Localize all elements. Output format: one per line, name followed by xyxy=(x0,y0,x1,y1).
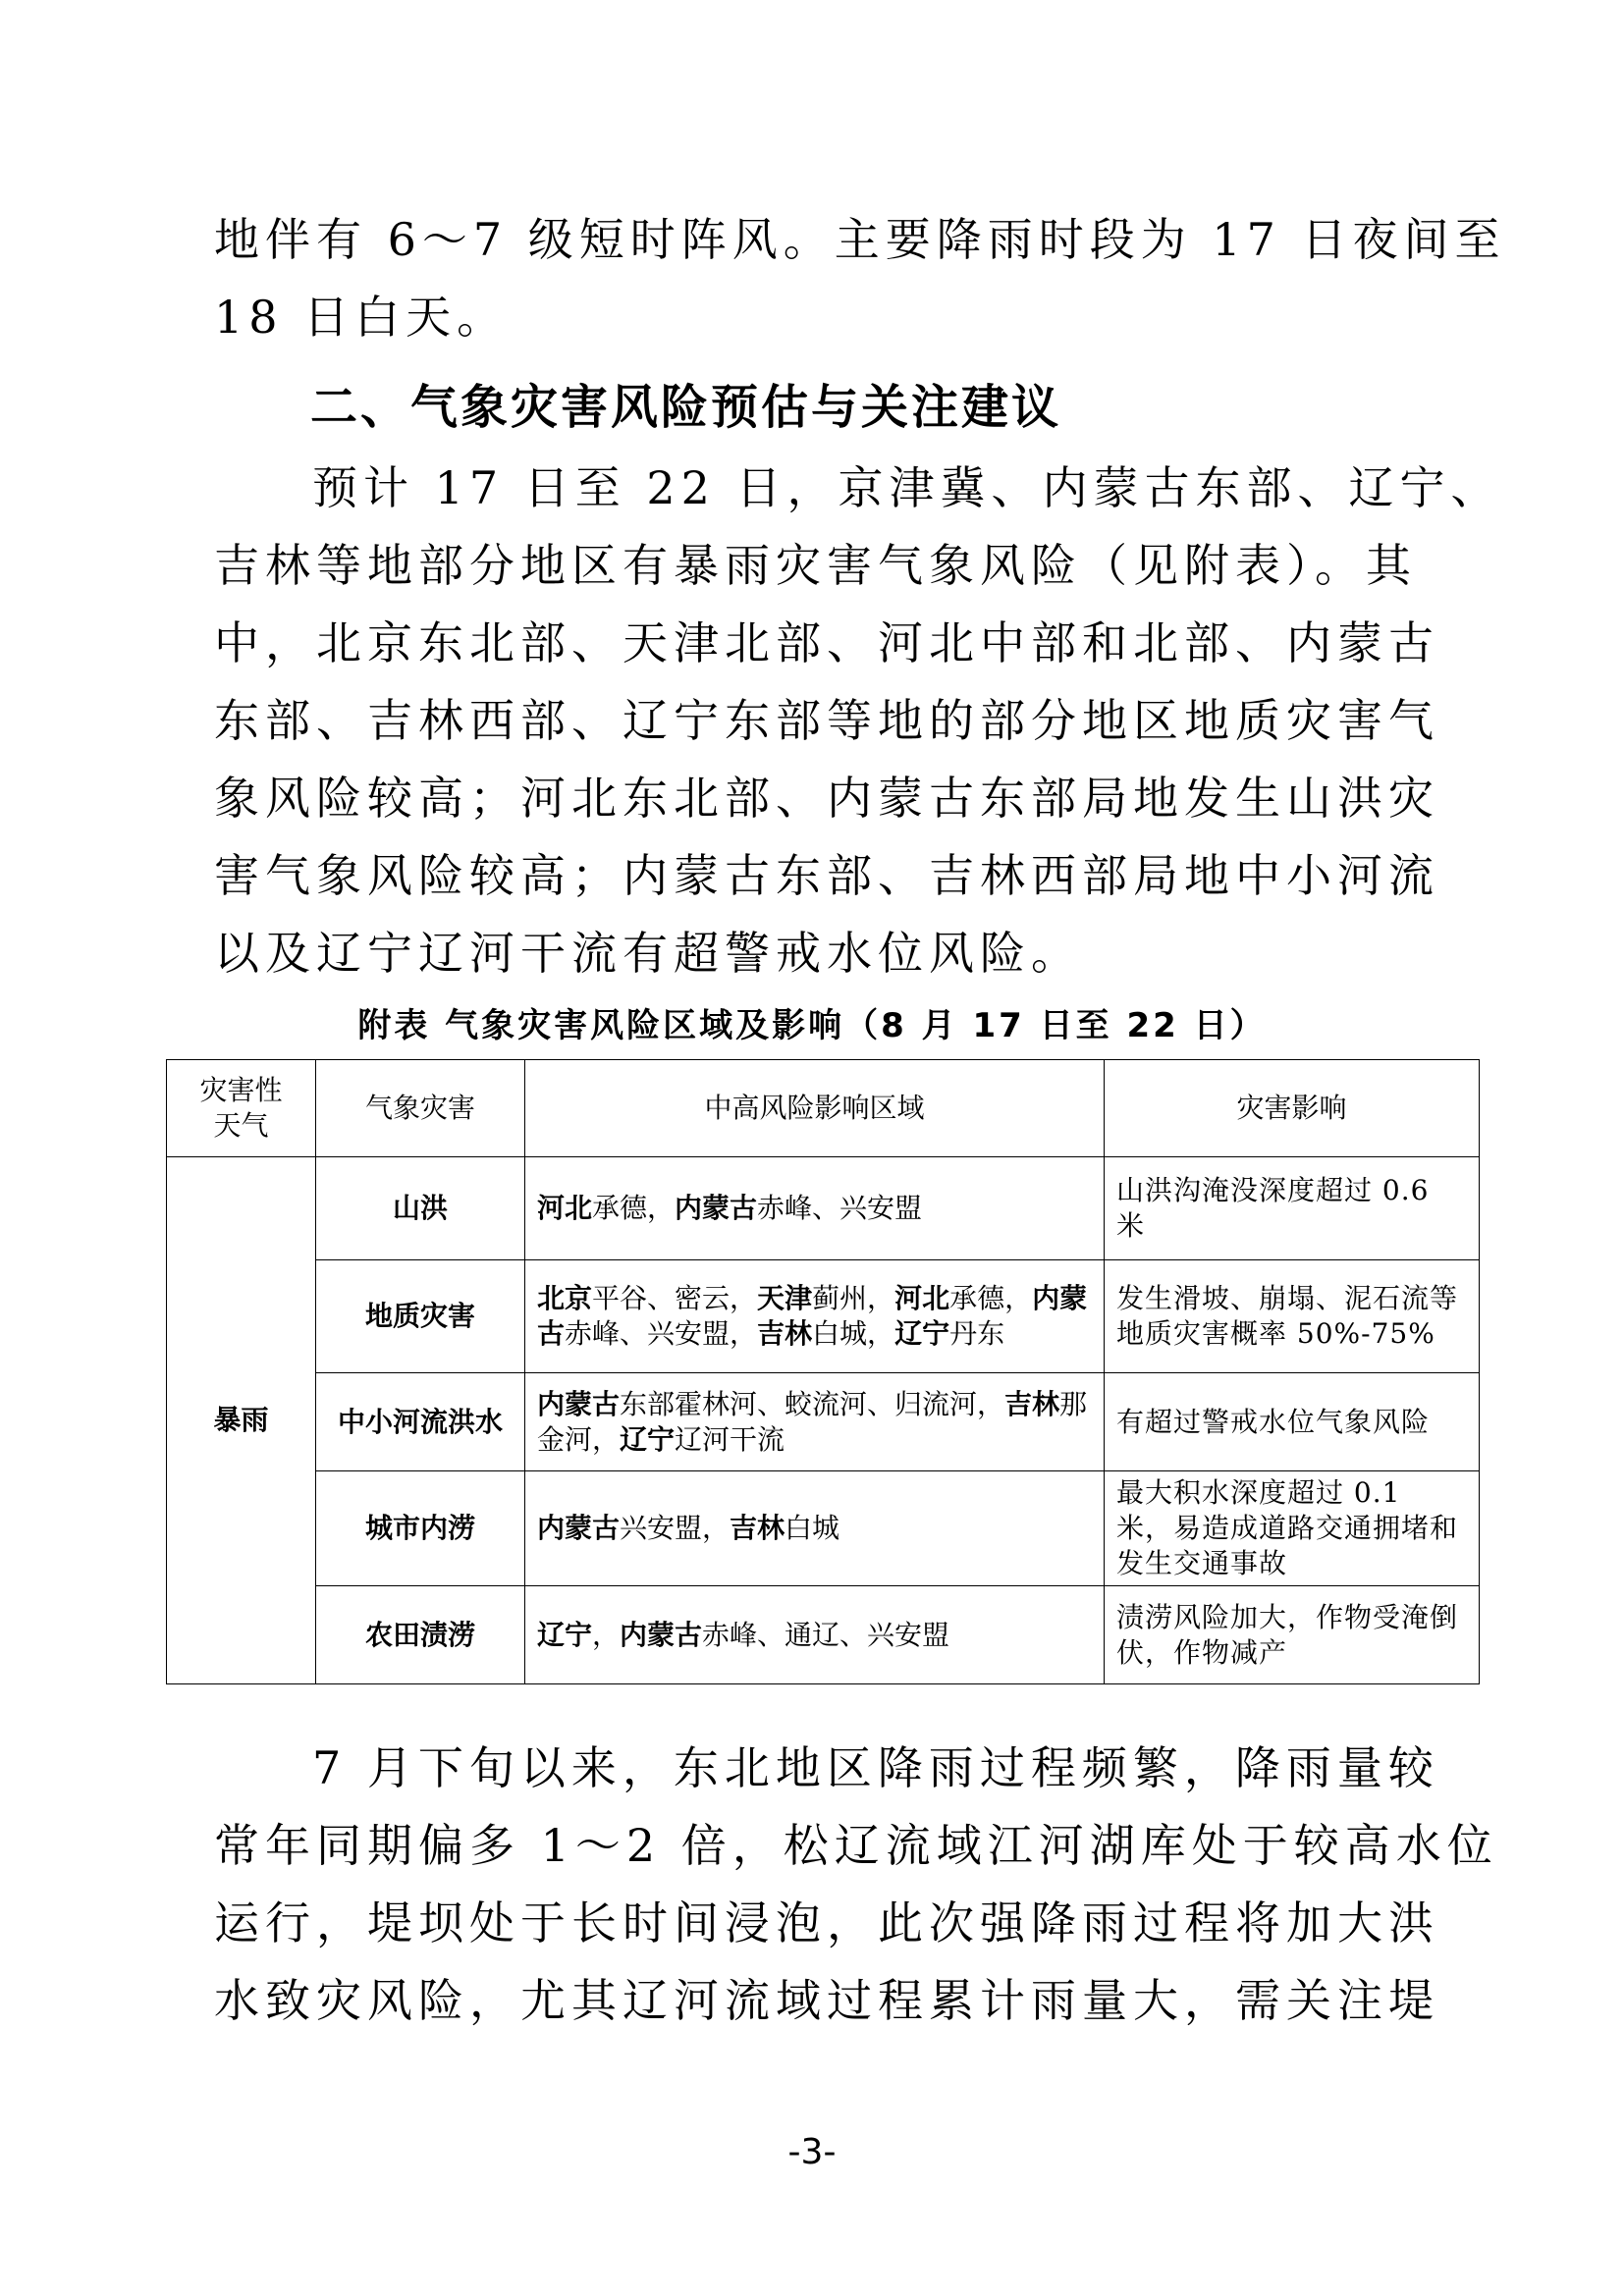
text-line: 7 月下旬以来，东北地区降雨过程频繁，降雨量较 xyxy=(312,1741,1439,1794)
area-names: 丹东 xyxy=(949,1317,1005,1350)
text-line: 象风险较高；河北东北部、内蒙古东部局地发生山洪灾 xyxy=(214,772,1439,825)
province-name: 河北 xyxy=(537,1192,593,1224)
area-names: 那金河， xyxy=(537,1387,1088,1456)
disaster-cell: 中小河流洪水 xyxy=(316,1373,525,1471)
table-row xyxy=(167,1471,1480,1586)
province-name: 北京 xyxy=(537,1282,593,1314)
table-row xyxy=(167,1373,1480,1471)
province-name: 辽宁 xyxy=(537,1618,593,1651)
weather-cell: 暴雨 xyxy=(167,1157,316,1684)
province-name: 内蒙古 xyxy=(537,1282,1088,1350)
page-number: -3- xyxy=(787,2132,837,2172)
area-names: 东部霍林河、蛟流河、归流河， xyxy=(620,1387,1005,1420)
disaster-cell: 山洪 xyxy=(316,1157,525,1260)
header-impact: 灾害影响 xyxy=(1105,1060,1480,1157)
area-names: 赤峰、通辽、兴安盟 xyxy=(702,1618,950,1651)
region-cell xyxy=(525,1471,1105,1586)
region-cell xyxy=(525,1260,1105,1373)
disaster-cell: 地质灾害 xyxy=(316,1260,525,1373)
risk-table-body xyxy=(167,1157,1480,1684)
area-names: ， xyxy=(592,1618,621,1651)
province-name: 吉林 xyxy=(730,1512,785,1544)
impact-cell: 有超过警戒水位气象风险 xyxy=(1105,1373,1480,1471)
table-caption: 附表 气象灾害风险区域及影响（8 月 17 日至 22 日） xyxy=(357,1006,1267,1045)
text-line: 水致灾风险，尤其辽河流域过程累计雨量大，需关注堤 xyxy=(214,1974,1439,2027)
risk-paragraph xyxy=(214,450,1502,992)
section-heading: 二、气象灾害风险预估与关注建议 xyxy=(310,380,1062,435)
area-names: 承德， xyxy=(949,1282,1033,1314)
text-line: 以及辽宁辽河干流有超警戒水位风险。 xyxy=(214,927,1082,980)
text-line: 预计 17 日至 22 日，京津冀、内蒙古东部、辽宁、 xyxy=(312,461,1502,514)
text-line: 地伴有 6～7 级短时阵风。主要降雨时段为 17 日夜间至 xyxy=(214,213,1506,266)
area-names: 蓟州， xyxy=(812,1282,895,1314)
text-line: 运行，堤坝处于长时间浸泡，此次强降雨过程将加大洪 xyxy=(214,1896,1439,1949)
province-name: 吉林 xyxy=(757,1317,813,1350)
header-weather xyxy=(167,1060,316,1157)
text-line: 吉林等地部分地区有暴雨灾害气象风险（见附表）。其 xyxy=(214,539,1417,592)
area-names: 平谷、密云， xyxy=(592,1282,758,1314)
text-line: 中，北京东北部、天津北部、河北中部和北部、内蒙古 xyxy=(214,616,1439,669)
table-header-row xyxy=(167,1060,1480,1157)
province-name: 天津 xyxy=(757,1282,813,1314)
area-names: 兴安盟， xyxy=(620,1512,731,1544)
region-cell xyxy=(525,1157,1105,1260)
impact-cell: 山洪沟淹没深度超过 0.6 米 xyxy=(1105,1157,1480,1260)
table-row xyxy=(167,1157,1480,1260)
impact-cell: 最大积水深度超过 0.1 米，易造成道路交通拥堵和发生交通事故 xyxy=(1105,1471,1480,1586)
disaster-cell: 农田渍涝 xyxy=(316,1586,525,1684)
top-paragraph xyxy=(214,201,1506,356)
province-name: 内蒙古 xyxy=(537,1512,621,1544)
region-cell xyxy=(525,1586,1105,1684)
header-disaster: 气象灾害 xyxy=(316,1060,525,1157)
text-line: 18 日白天。 xyxy=(214,291,509,344)
text-line: 常年同期偏多 1～2 倍，松辽流域江河湖库处于较高水位 xyxy=(214,1819,1498,1872)
risk-table xyxy=(166,1059,1480,1684)
area-names: 白城 xyxy=(785,1512,840,1544)
header-weather-line2: 天气 xyxy=(213,1109,269,1142)
province-name: 辽宁 xyxy=(894,1317,950,1350)
area-names: 辽河干流 xyxy=(675,1422,785,1456)
text-line: 东部、吉林西部、辽宁东部等地的部分地区地质灾害气 xyxy=(214,694,1439,747)
table-row xyxy=(167,1586,1480,1684)
area-names: 赤峰、兴安盟， xyxy=(565,1317,758,1350)
header-weather-line1: 灾害性 xyxy=(199,1074,283,1106)
province-name: 内蒙古 xyxy=(675,1192,758,1224)
province-name: 吉林 xyxy=(1004,1387,1060,1420)
area-names: 白城， xyxy=(812,1317,895,1350)
bottom-paragraph xyxy=(214,1730,1498,2040)
region-cell xyxy=(525,1373,1105,1471)
province-name: 内蒙古 xyxy=(537,1387,621,1420)
province-name: 内蒙古 xyxy=(620,1618,703,1651)
impact-cell: 发生滑坡、崩塌、泥石流等地质灾害概率 50%-75% xyxy=(1105,1260,1480,1373)
area-names: 承德， xyxy=(592,1192,676,1224)
province-name: 河北 xyxy=(894,1282,950,1314)
area-names: 赤峰、兴安盟 xyxy=(757,1192,923,1224)
table-row xyxy=(167,1260,1480,1373)
province-name: 辽宁 xyxy=(620,1422,676,1456)
header-region: 中高风险影响区域 xyxy=(525,1060,1105,1157)
disaster-cell: 城市内涝 xyxy=(316,1471,525,1586)
text-line: 害气象风险较高；内蒙古东部、吉林西部局地中小河流 xyxy=(214,849,1439,902)
impact-cell: 渍涝风险加大，作物受淹倒伏，作物减产 xyxy=(1105,1586,1480,1684)
